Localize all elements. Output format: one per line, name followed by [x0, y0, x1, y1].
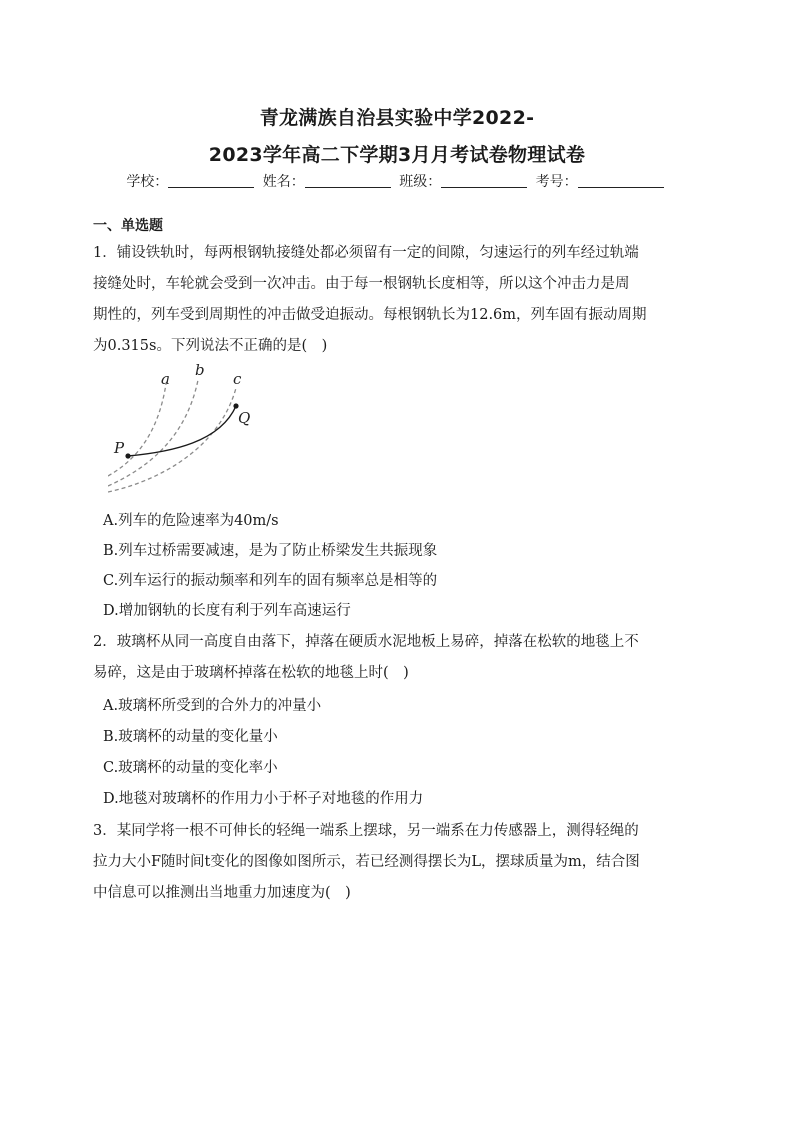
q1-option-c[interactable]: C.列车运行的振动频率和列车的固有频率总是相等的 [103, 573, 438, 589]
exam-title-line1: 青龙满族自治县实验中学2022- [259, 107, 535, 129]
point-q [233, 403, 238, 408]
class-label: 班级： [399, 174, 442, 190]
section-heading: 一、单选题 [93, 218, 163, 234]
q2-option-d[interactable]: D.地毯对玻璃杯的作用力小于杯子对地毯的作用力 [103, 791, 424, 807]
q2-option-a[interactable]: A.玻璃杯所受到的合外力的冲量小 [103, 698, 322, 714]
q1-figure [108, 364, 278, 494]
label-a: a [161, 370, 170, 388]
label-q: Q [238, 409, 251, 427]
q1-option-a[interactable]: A.列车的危险速率为40m/s [103, 513, 279, 529]
name-label: 姓名： [262, 174, 305, 190]
curve-b [108, 380, 198, 486]
q3-stem-line-1: 3．某同学将一根不可伸长的轻绳一端系上摆球，另一端系在力传感器上，测得轻绳的 [93, 823, 639, 839]
curve-a [108, 384, 166, 476]
q1-stem-line-4: 为0.315s。下列说法不正确的是( ) [93, 338, 328, 354]
q1-stem-line-2: 接缝处时，车轮就会受到一次冲击。由于每一根钢轨长度相等，所以这个冲击力是周 [93, 276, 630, 292]
q2-option-b[interactable]: B.玻璃杯的动量的变化量小 [103, 729, 278, 745]
exam-title-line2: 2023学年高二下学期3月月考试卷物理试卷 [208, 144, 586, 166]
label-b: b [195, 364, 205, 379]
label-p: P [114, 439, 125, 457]
q2-stem-line-2: 易碎，这是由于玻璃杯掉落在松软的地毯上时( ) [93, 665, 409, 681]
q1-stem-line-1: 1．铺设铁轨时，每两根钢轨接缝处都必须留有一定的间隙，匀速运行的列车经过轨端 [93, 245, 639, 261]
school-label: 学校： [126, 174, 169, 190]
class-blank[interactable] [441, 174, 527, 188]
path-pq [128, 406, 236, 456]
exam-no-blank[interactable] [578, 174, 664, 188]
exam-no-label: 考号： [535, 174, 578, 190]
q2-option-c[interactable]: C.玻璃杯的动量的变化率小 [103, 760, 278, 776]
point-p [125, 453, 130, 458]
school-blank[interactable] [168, 174, 254, 188]
q1-stem-line-3: 期性的，列车受到周期性的冲击做受迫振动。每根钢轨长为12.6m，列车固有振动周期 [93, 307, 647, 323]
q1-option-d[interactable]: D.增加钢轨的长度有利于列车高速运行 [103, 603, 351, 619]
student-info-line [0, 171, 794, 191]
q3-stem-line-3: 中信息可以推测出当地重力加速度为( ) [93, 885, 351, 901]
label-c: c [233, 370, 242, 388]
q2-stem-line-1: 2．玻璃杯从同一高度自由落下，掉落在硬质水泥地板上易碎，掉落在松软的地毯上不 [93, 634, 639, 650]
name-blank[interactable] [305, 174, 391, 188]
q1-option-b[interactable]: B.列车过桥需要减速，是为了防止桥梁发生共振现象 [103, 543, 438, 559]
q3-stem-line-2: 拉力大小F随时间t变化的图像如图所示，若已经测得摆长为L，摆球质量为m，结合图 [93, 854, 640, 870]
